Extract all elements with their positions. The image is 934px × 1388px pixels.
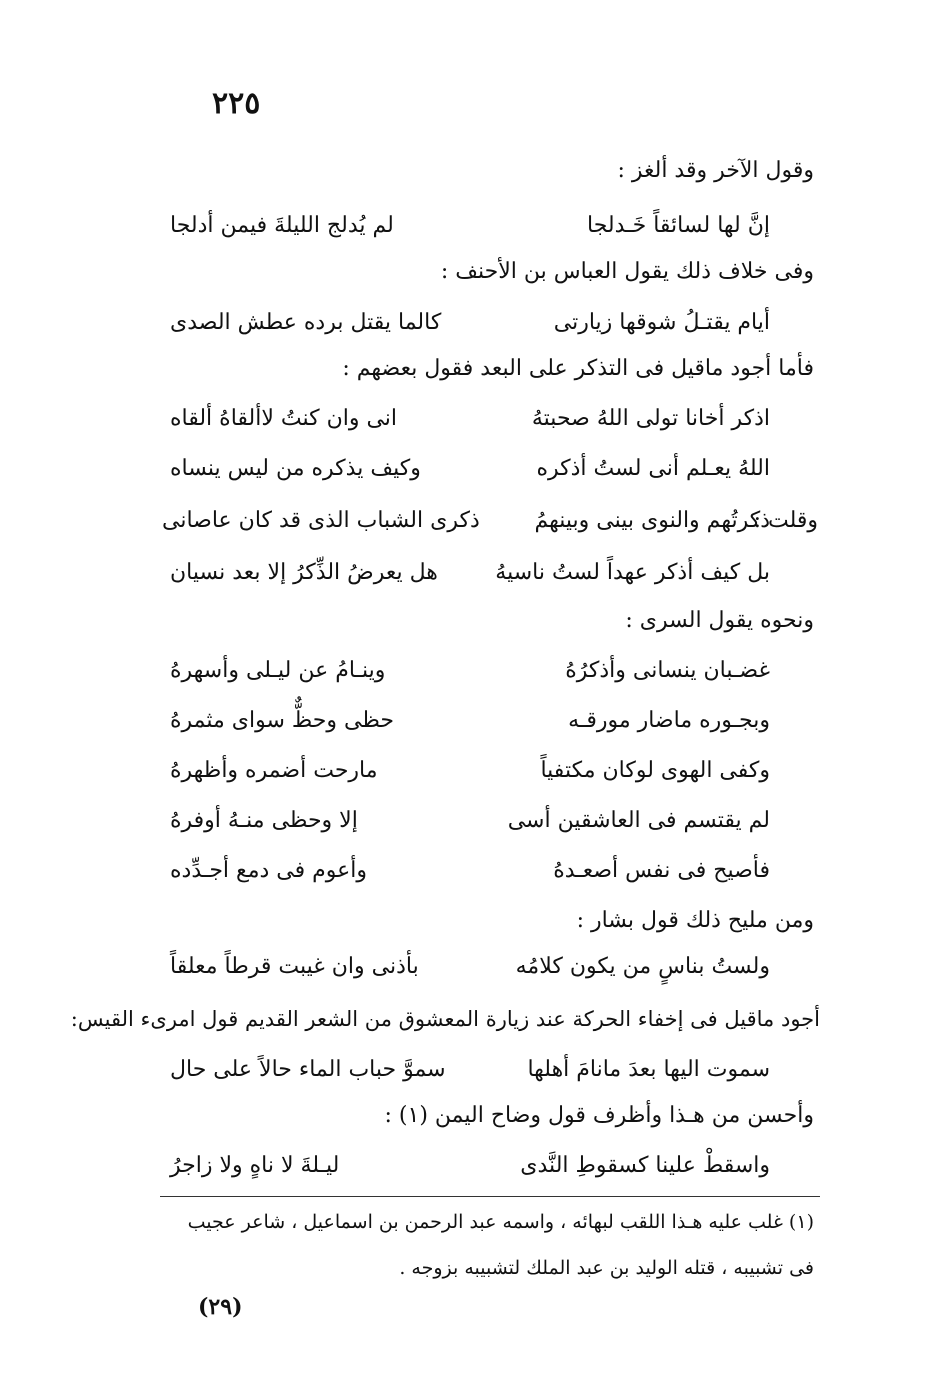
prose-line: ومن مليح ذلك قول بشار :	[576, 908, 814, 933]
verse-first-hemistich: وبجـوره ماضار مورقـه	[568, 708, 770, 733]
verse-first-hemistich: اللهُ يعـلم أنى لستُ أذكره	[536, 456, 770, 481]
verse-first-hemistich: واسقطْ علينا كسقوطِ النَّدى	[520, 1153, 770, 1178]
verse-first-hemistich: لم يقتسم فى العاشقين أسى	[507, 808, 770, 833]
prose-line: فأما أجود ماقيل فى التذكر على البعد فقول بعضهم :	[342, 356, 814, 381]
signature-mark: (٢٩)	[198, 1294, 243, 1320]
verse-second-hemistich: ذكرى الشباب الذى قد كان عاصانى	[162, 508, 480, 533]
verse-second-hemistich: وأعوم فى دمع أجـدِّده	[170, 858, 368, 883]
verse-first-hemistich: فأصيح فى نفس أصعـدهُ	[553, 858, 770, 883]
verse-first-hemistich: غضـبان ينسانى وأذكرُهُ	[565, 658, 770, 683]
verse-first-hemistich: أيام يقتـلُ شوقها زيارتى	[553, 310, 770, 335]
prose-line: أجود ماقيل فى إخفاء الحركة عند زيارة المعشوق من الشعر القديم قول امرىء القيس:	[70, 1007, 820, 1031]
verse-line	[170, 453, 770, 487]
verse-line	[170, 307, 770, 341]
verse-first-hemistich: ولستُ بناسٍ من يكون كلامُه	[515, 954, 770, 979]
prose-line: وقول الآخر وقد ألغز :	[617, 158, 814, 183]
verse-first-hemistich: بل كيف أذكر عهداً لستُ ناسيهُ	[495, 560, 770, 585]
footnote-line: فى تشبيبه ، قتله الوليد بن عبد الملك لتشبيبه بزوجه .	[399, 1257, 814, 1279]
verse-second-hemistich: انى وان كنتُ لاألقاهُ ألقاه	[170, 406, 398, 431]
verse-line	[170, 705, 770, 739]
verse-first-hemistich: إنَّ لها لسائقاً خَـدلجا	[587, 213, 770, 238]
verse-second-hemistich: حظى وحظٌّ سواى مثمرهُ	[170, 708, 395, 733]
page-number: ٢٢٥	[212, 86, 261, 121]
prose-line: وأحسن من هـذا وأظرف قول وضاح اليمن (١) :	[384, 1103, 814, 1128]
verse-second-hemistich: وكيف يذكره من ليس ينساه	[170, 456, 421, 481]
verse-line	[170, 655, 770, 689]
verse-first-hemistich: سموت اليها بعدَ مانامَ أهلها	[527, 1057, 770, 1082]
verse-line	[170, 755, 770, 789]
verse-line	[170, 210, 770, 244]
verse-line	[170, 1054, 770, 1088]
verse-label: وقلت :	[753, 508, 818, 533]
verse-first-hemistich: اذكر أخانا تولى اللهُ صحبتهُ	[531, 406, 770, 431]
verse-second-hemistich: بأذنى وان غيبت قرطاً معلقاً	[170, 954, 419, 979]
verse-line	[170, 1150, 770, 1184]
verse-second-hemistich: هل يعرضُ الذِّكرُ إلا بعد نسيان	[170, 560, 438, 585]
verse-line	[170, 951, 770, 985]
verse-line	[170, 805, 770, 839]
verse-second-hemistich: كالما يقتل برده عطش الصدى	[170, 310, 442, 335]
verse-second-hemistich: إلا وحظى منـهُ أوفرهُ	[170, 808, 358, 833]
verse-second-hemistich: لم يُدلج الليلةَ فيمن أدلجا	[170, 213, 394, 238]
verse-second-hemistich: سموَّ حباب الماء حالاً على حال	[170, 1057, 446, 1082]
prose-line: ونحوه يقول السرى :	[625, 608, 814, 633]
prose-line: وفى خلاف ذلك يقول العباس بن الأحنف :	[440, 259, 814, 284]
footnote-line: (١) غلب عليه هـذا اللقب لبهائه ، واسمه عبد الرحمن بن اسماعيل ، شاعر عجيب	[187, 1211, 814, 1233]
verse-line	[170, 855, 770, 889]
verse-first-hemistich: وكفى الهوى لوكان مكتفياً	[540, 758, 770, 783]
verse-second-hemistich: ليـلةَ لا ناهٍ ولا زاجرُ	[170, 1153, 340, 1178]
verse-first-hemistich: ذكرتُهم والنوى بينى وبينهمُ	[534, 508, 770, 533]
verse-line	[170, 557, 770, 591]
verse-second-hemistich: مارحت أضمره وأظهرهُ	[170, 758, 378, 783]
verse-line	[162, 505, 818, 539]
verse-second-hemistich: وينـامُ عن ليـلى وأسهرهُ	[170, 658, 386, 683]
footnote-separator	[160, 1196, 820, 1197]
verse-line	[170, 403, 770, 437]
